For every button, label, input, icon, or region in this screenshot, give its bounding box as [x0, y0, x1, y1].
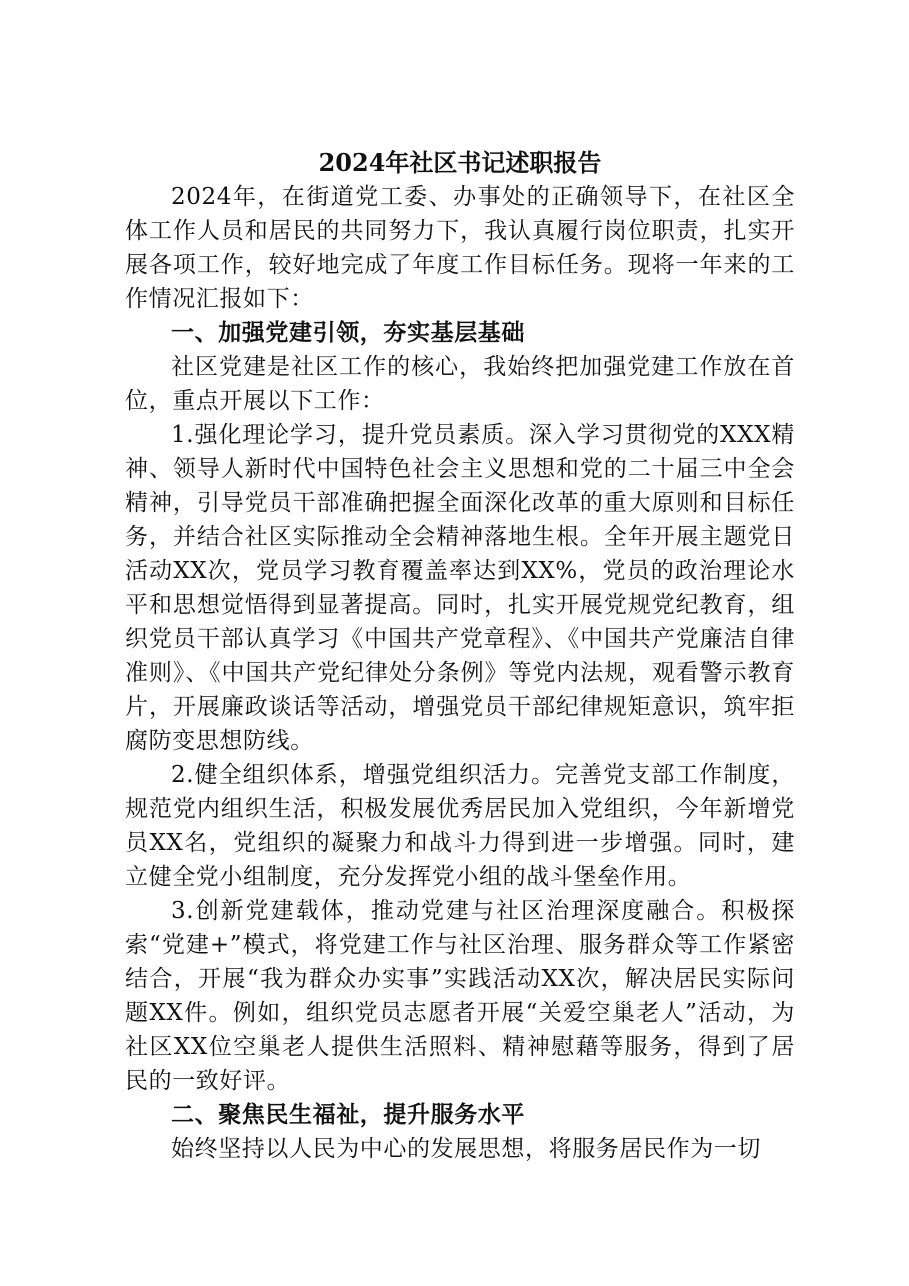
- section-1-heading: 一、加强党建引领，夯实基层基础: [171, 320, 525, 346]
- section-2-heading: 二、聚焦民生福祉，提升服务水平: [171, 1102, 525, 1128]
- section-1-item-1-paragraph: 1.强化理论学习，提升党员素质。深入学习贯彻党的XXX精神、领导人新时代中国特色社会主义思想和党的二十届三中全会精神，引导党员干部准确把握全面深化改革的重大原则和目标任务，并结合社区实际推动全会精神落地生根。全年开展主题党日活动XX次，党员学习教育覆盖率达到XX%，党员的政治理论水平和思想觉悟得到显著提高。同时，扎实开展党规党纪教育，组织党员干部认真学习《中国共产党章程》、《中国共产党廉洁自律准则》、《中国共产党纪律处分条例》等党内法规，观看警示教育片，开展廉政谈话等活动，增强党员干部纪律规矩意识，筑牢拒腐防变思想防线。: [125, 422, 795, 754]
- intro-paragraph: 2024年，在街道党工委、办事处的正确领导下，在社区全体工作人员和居民的共同努力下，我认真履行岗位职责，扎实开展各项工作，较好地完成了年度工作目标任务。现将一年来的工作情况汇报如下：: [125, 184, 795, 312]
- section-1-item-3-paragraph: 3.创新党建载体，推动党建与社区治理深度融合。积极探索“党建+”模式，将党建工作与社区治理、服务群众等工作紧密结合，开展“我为群众办实事”实践活动XX次，解决居民实际问题XX件。例如，组织党员志愿者开展“关爱空巢老人”活动，为社区XX位空巢老人提供生活照料、精神慰藉等服务，得到了居民的一致好评。: [125, 898, 795, 1094]
- document-body: [125, 146, 795, 1166]
- document-title: 2024年社区书记述职报告: [318, 148, 602, 177]
- section-1-item-2-paragraph: 2.健全组织体系，增强党组织活力。完善党支部工作制度，规范党内组织生活，积极发展优秀居民加入党组织，今年新增党员XX名，党组织的凝聚力和战斗力得到进一步增强。同时，建立健全党小组制度，充分发挥党小组的战斗堡垒作用。: [125, 762, 795, 890]
- section-2-intro-paragraph: 始终坚持以人民为中心的发展思想，将服务居民作为一切: [171, 1136, 761, 1162]
- section-1-intro-paragraph: 社区党建是社区工作的核心，我始终把加强党建工作放在首位，重点开展以下工作：: [125, 354, 795, 414]
